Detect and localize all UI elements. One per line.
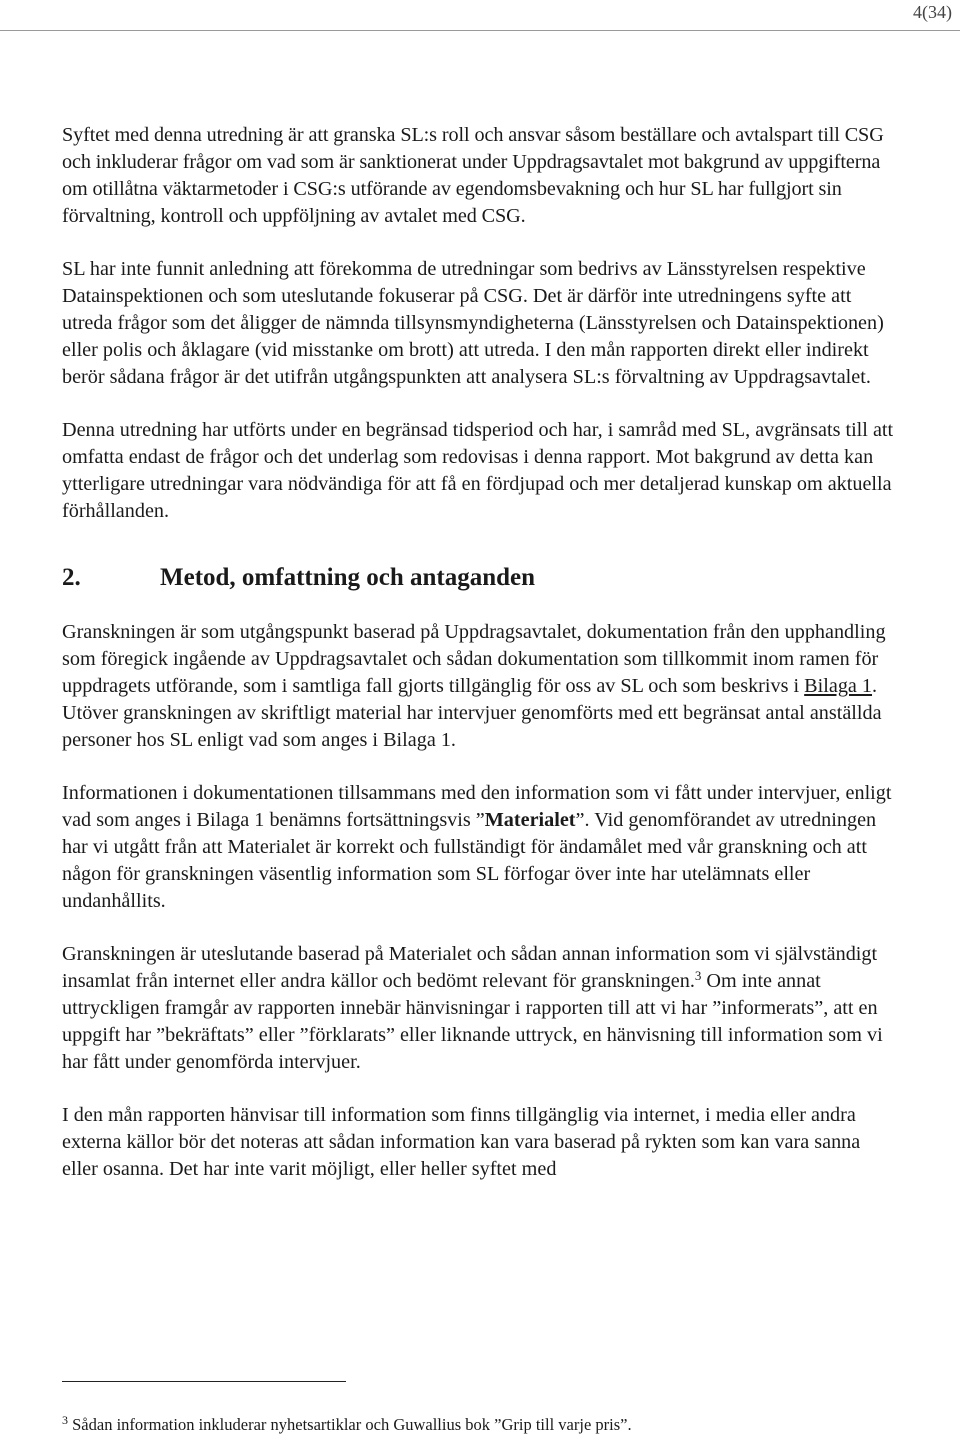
footnote-divider [62,1381,346,1382]
paragraph-sources-text-2: Om inte annat uttryckligen framgår av rapporten innebär hänvisningar i rapporten till att vi har ”informerats”, att en uppgift har ”bekräftats” eller ”förklarats” eller liknande uttryck, en hänvisning till information som vi har fått under genomförda intervjuer. [62,970,883,1073]
footnote [62,1414,632,1436]
header-divider [0,30,960,31]
section-title: Metod, omfattning och antaganden [160,564,536,591]
paragraph-internet-sources: I den mån rapporten hänvisar till information som finns tillgänglig via internet, i media eller andra externa källor bör det noteras att sådan information kan vara baserad på rykten som kan vara sanna eller osanna. Det har inte varit möjligt, eller heller syftet med [62,1104,861,1180]
section-heading [62,561,900,595]
paragraph-materialet-text-2: ”. Vid genomförandet av utredningen har vi utgått från att Materialet är korrekt och fullständigt för ändamålet med vår granskning och att någon för granskningen väsentlig information som SL förfogar över inte har utelämnats eller undanhållits. [62,809,877,912]
paragraph-purpose: Syftet med denna utredning är att granska SL:s roll och ansvar såsom beställare och avtalspart till CSG och inkluderar frågor om vad som är sanktionerat under Uppdragsavtalet mot bakgrund av uppgifterna om otillåtna väktarmetoder i CSG:s utförande av egendomsbevakning och hur SL har fullgjort sin förvaltning, kontroll och uppföljning av avtalet med CSG. [62,124,884,227]
paragraph-sources-text-1: Granskningen är uteslutande baserad på Materialet och sådan annan information som vi självständigt insamlat från internet eller andra källor och bedömt relevant för granskningen. [62,943,878,992]
paragraph-method-text-2: . Utöver granskningen av skriftligt material har intervjuer genomförts med ett begränsat antal anställda personer hos SL enligt vad som anges i Bilaga 1. [62,675,882,751]
footnote-reference[interactable]: 3 [694,968,702,983]
paragraph-sources [62,941,900,1076]
paragraph-method [62,619,900,754]
footnote-number: 3 [62,1413,68,1427]
footnote-text: Sådan information inkluderar nyhetsartiklar och Guwallius bok ”Grip till varje pris”. [68,1415,632,1434]
page-number: 4(34) [913,2,952,22]
paragraph-scope-limitation: SL har inte funnit anledning att förekomma de utredningar som bedrivs av Länsstyrelsen respektive Datainspektionen och som uteslutande fokuserar på CSG. Det är därför inte utredningens syfte att utreda frågor som det åligger de nämnda tillsynsmyndigheterna (Länsstyrelsen och Datainspektionen) eller polis och åklagare (vid misstanke om brott) att utreda. I den mån rapporten direkt eller indirekt berör sådana frågor är det utifrån utgångspunkten att analysera SL:s förvaltning av Uppdragsavtalet. [62,258,884,388]
section-number: 2. [62,564,81,591]
paragraph-materialet [62,780,900,915]
materialet-term: Materialet [484,809,576,831]
paragraph-method-text-1: Granskningen är som utgångspunkt baserad på Uppdragsavtalet, dokumentation från den upphandling som föregick ingående av Uppdragsavtalet och sådan dokumentation som tillkommit inom ramen för uppdragets utförande, som i samtliga fall gjorts tillgänglig för oss av SL och som beskrivs i [62,621,886,697]
paragraph-materialet-text-1: Informationen i dokumentationen tillsammans med den information som vi fått under intervjuer, enligt vad som anges i Bilaga 1 benämns fortsättningsvis ” [62,782,892,831]
bilaga-1-link[interactable]: Bilaga 1 [804,675,873,697]
document-body [62,122,900,1209]
paragraph-time-limitation: Denna utredning har utförts under en begränsad tidsperiod och har, i samråd med SL, avgränsats till att omfatta endast de frågor och det underlag som redovisas i denna rapport. Mot bakgrund av detta kan ytterligare utredningar vara nödvändiga för att få en fördjupad och mer detaljerad kunskap om aktuella förhållanden. [62,419,894,522]
